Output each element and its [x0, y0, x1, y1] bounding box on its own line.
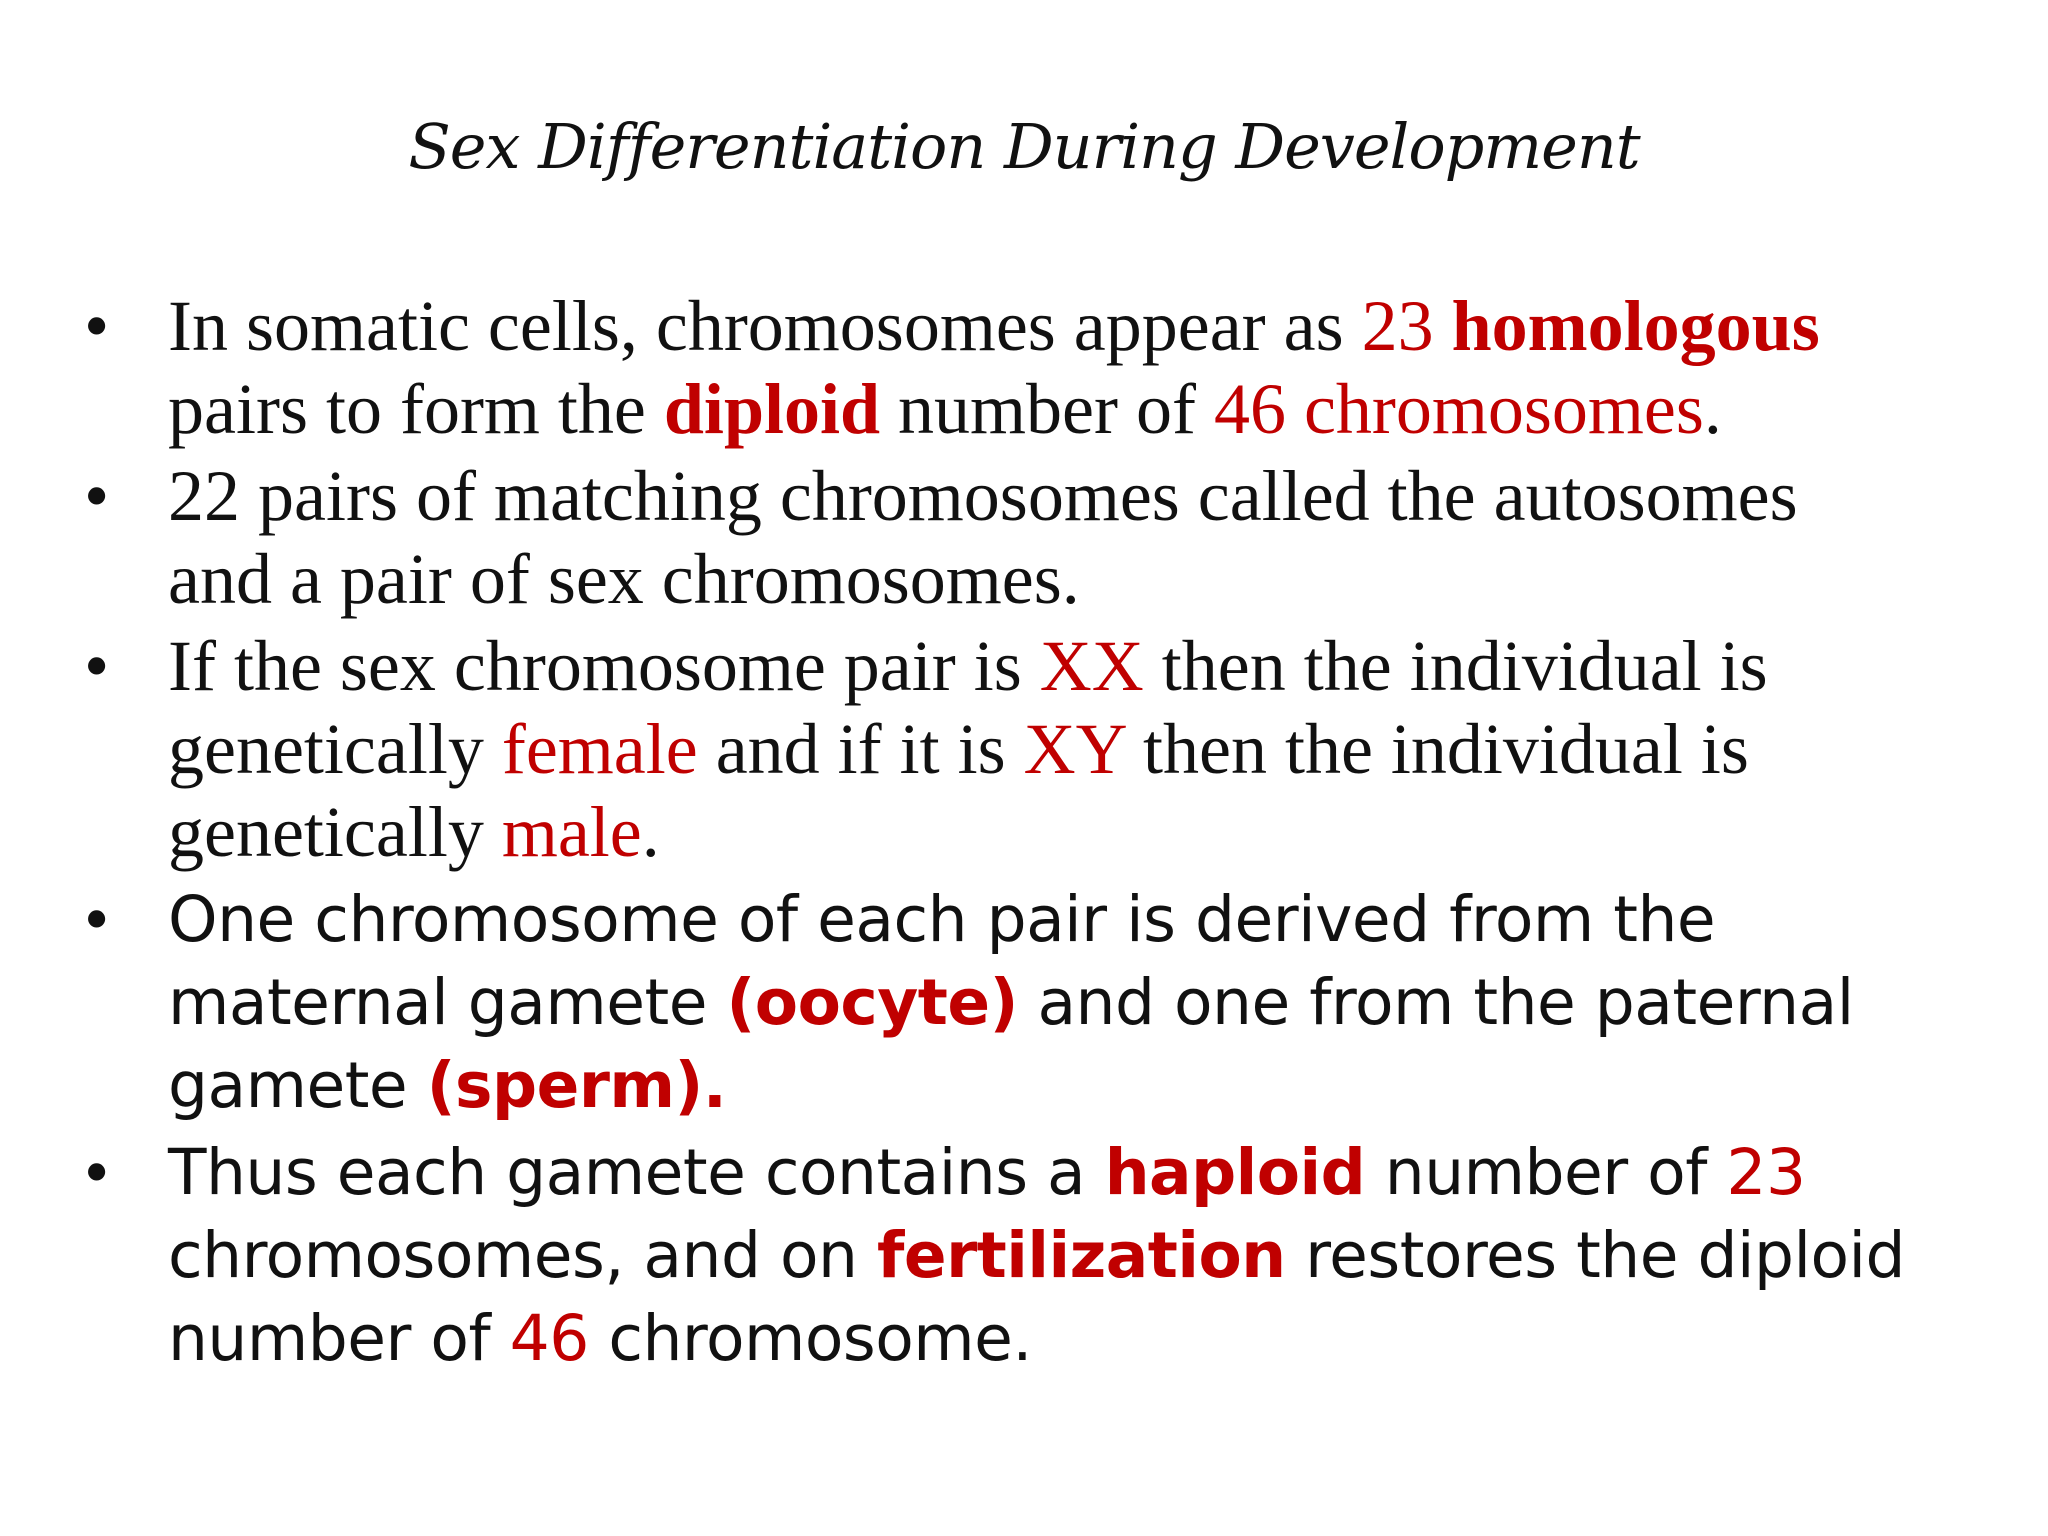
highlight-23: 23 — [1361, 286, 1434, 366]
highlight-xy: XY — [1023, 709, 1125, 789]
highlight-46-chromosomes: 46 chromosomes — [1213, 369, 1704, 449]
highlight-female: female — [501, 709, 698, 789]
highlight-homologous: homologous — [1451, 286, 1820, 366]
highlight-male: male — [501, 792, 642, 872]
bullet-2-line-2: and a pair of sex chromosomes. — [168, 539, 1080, 619]
bullet-3-line-3: genetically male. — [168, 792, 660, 872]
bullet-1-line-1: In somatic cells, chromosomes appear as 23 homologous — [168, 286, 1820, 366]
bullet-5-line-1: Thus each gamete contains a haploid number of 23 — [168, 1136, 1806, 1209]
highlight-diploid: diploid — [663, 369, 881, 449]
bullet-5-line-3: number of 46 chromosome. — [168, 1302, 1032, 1375]
highlight-haploid: haploid — [1104, 1136, 1366, 1209]
bullet-4-line-3: gamete (sperm). — [168, 1049, 727, 1122]
bullet-dot: • — [84, 626, 110, 706]
highlight-fertilization: fertilization — [876, 1219, 1286, 1292]
bullet-2-line-1: 22 pairs of matching chromosomes called the autosomes — [168, 456, 1798, 536]
bullet-item-5 — [84, 1131, 1998, 1380]
highlight-xx: XX — [1039, 626, 1144, 706]
bullet-3-line-1: If the sex chromosome pair is XX then the individual is — [168, 626, 1768, 706]
bullet-dot: • — [84, 879, 109, 959]
bullet-dot: • — [84, 286, 110, 366]
bullet-item-1 — [84, 285, 1998, 451]
highlight-oocyte: (oocyte) — [726, 966, 1018, 1039]
highlight-46: 46 — [509, 1302, 589, 1375]
bullet-item-2 — [84, 455, 1998, 621]
bullet-4-line-1: One chromosome of each pair is derived from the — [168, 883, 1716, 956]
bullet-dot: • — [84, 456, 110, 536]
bullet-3-line-2: genetically female and if it is XY then the individual is — [168, 709, 1749, 789]
bullet-item-3 — [84, 625, 1998, 874]
bullet-item-4 — [84, 878, 1998, 1127]
bullet-5-line-2: chromosomes, and on fertilization restores the diploid — [168, 1219, 1906, 1292]
slide-title: Sex Differentiation During Development — [408, 110, 1640, 183]
highlight-23-haploid: 23 — [1726, 1136, 1806, 1209]
bullet-list — [84, 285, 1998, 1384]
bullet-dot: • — [84, 1132, 109, 1212]
bullet-1-line-2: pairs to form the diploid number of 46 chromosomes. — [168, 369, 1722, 449]
highlight-sperm: (sperm). — [426, 1049, 727, 1122]
bullet-4-line-2: maternal gamete (oocyte) and one from the paternal — [168, 966, 1854, 1039]
